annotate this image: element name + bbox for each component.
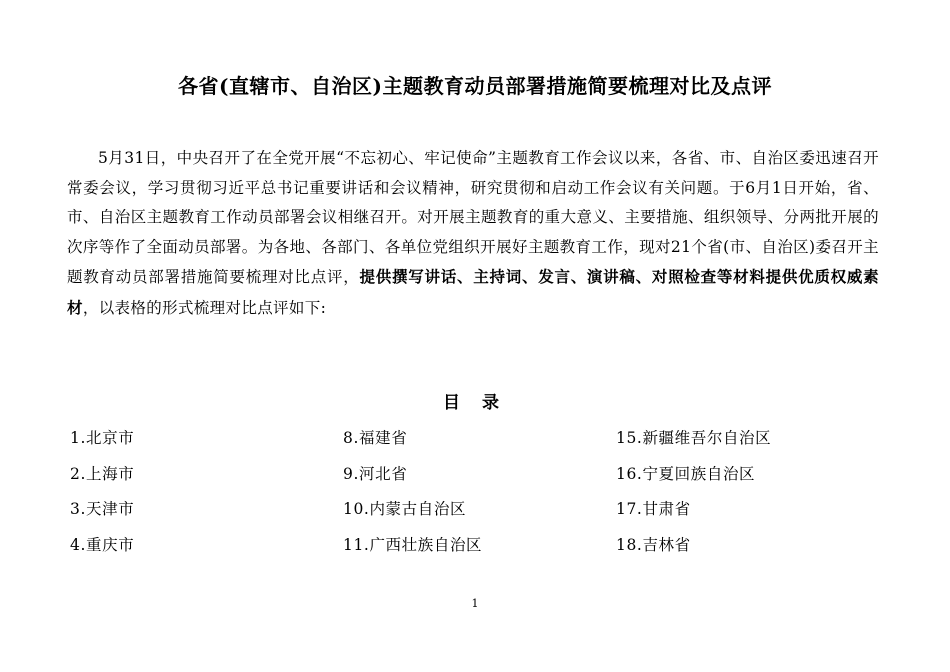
intro-text-bold: 提供撰写讲话、主持词、发言、演讲稿、对照检查等材料提供优质权威素材 <box>67 267 879 317</box>
table-of-contents <box>70 424 870 566</box>
toc-item-fujian[interactable]: 8.福建省 <box>343 429 408 447</box>
document-title: 各省(直辖市、自治区)主题教育动员部署措施简要梳理对比及点评 <box>178 74 772 98</box>
intro-text-part2: ，以表格的形式梳理对比点评如下: <box>82 298 327 317</box>
toc-item-ningxia[interactable]: 16.宁夏回族自治区 <box>616 464 756 483</box>
toc-item-tianjin[interactable]: 3.天津市 <box>70 500 135 518</box>
toc-item-jilin[interactable]: 18.吉林省 <box>616 535 691 554</box>
toc-item-beijing[interactable]: 1.北京市 <box>70 429 135 447</box>
toc-item-shanghai[interactable]: 2.上海市 <box>70 464 135 483</box>
toc-item-guangxi[interactable]: 11.广西壮族自治区 <box>343 535 483 554</box>
toc-item-xinjiang[interactable]: 15.新疆维吾尔自治区 <box>616 429 772 447</box>
toc-item-chongqing[interactable]: 4.重庆市 <box>70 535 135 554</box>
page-number: 1 <box>471 597 479 610</box>
toc-heading: 目 录 <box>443 393 507 413</box>
toc-item-hebei[interactable]: 9.河北省 <box>343 464 408 483</box>
intro-text-part1: 5月31日，中央召开了在全党开展“不忘初心、牢记使命”主题教育工作会议以来，各省、市、自治区委迅速召开常委会议，学习贯彻习近平总书记重要讲话和会议精神，研究贯彻和启动工作会议有关问题。于6月1日开始，省、市、自治区主题教育工作动员部署会议相继召开。对开展主题教育的重大意义、主要措施、组织领导、分两批开展的次序等作了全面动员部署。为各地、各部门、各单位党组织开展好主题教育工作，现对21个省(市、自治区)委召开主题教育动员部署措施简要梳理对比点评， <box>67 149 879 286</box>
toc-item-gansu[interactable]: 17.甘肃省 <box>616 500 691 518</box>
intro-paragraph <box>67 144 879 323</box>
toc-item-neimenggu[interactable]: 10.内蒙古自治区 <box>343 500 467 518</box>
